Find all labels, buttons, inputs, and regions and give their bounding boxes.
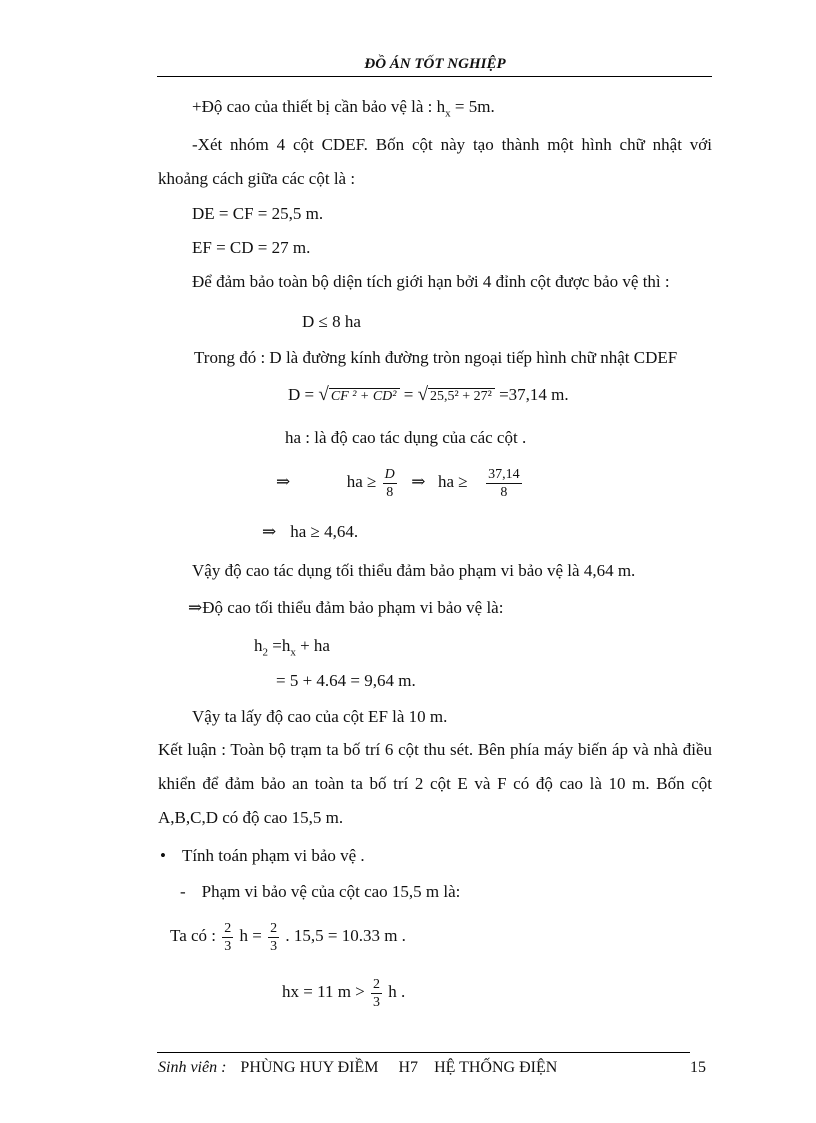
fraction-2-3-a: $\frac{2}{3}$: [224, 920, 232, 954]
implies-arrow: ⇒: [262, 522, 277, 541]
min-height-protect-line: ⇒Độ cao tối thiểu đảm bảo phạm vi bảo vệ là:: [188, 598, 504, 617]
where-line: Trong đó : D là đường kính đường tròn ngoại tiếp hình chữ nhật CDEF: [194, 348, 678, 367]
header-rule: [157, 76, 712, 77]
fraction-d-over-8: $\frac{D}{8}$: [384, 466, 395, 500]
page-number: 15: [690, 1059, 706, 1076]
fraction-3714-over-8: $\frac{37,14}{8}$: [488, 466, 520, 500]
implies-arrow: ⇒: [188, 598, 203, 617]
footer-department: HỆ THỐNG ĐIỆN: [434, 1059, 558, 1076]
conclusion-paragraph: Kết luận : Toàn bộ trạm ta bố trí 6 cột thu sét. Bên phía máy biến áp và nhà điều khiển để đảm bảo an toàn ta bố trí 2 cột E và F có độ cao là 10 m. Bốn cột A,B,C,D có độ cao 15,5 m.: [158, 740, 712, 827]
ha-result-line: ⇒ ha ≥ 4,64.: [262, 522, 359, 541]
fraction-2-3-c: $\frac{2}{3}$: [373, 976, 381, 1010]
condition-intro-line: Để đảm bảo toàn bộ diện tích giới hạn bởi 4 đỉnh cột được bảo vệ thì :: [192, 272, 670, 291]
h2-formula: $h_2 =h_x$ + ha: [254, 636, 330, 659]
device-height-line: +Độ cao của thiết bị cần bảo vệ là : $h_x = 5m$.: [192, 97, 495, 120]
bullet-icon: •: [160, 846, 166, 865]
implies-arrow: ⇒: [411, 472, 426, 491]
cdef-group-paragraph: -Xét nhóm 4 cột CDEF. Bốn cột này tạo thành một hình chữ nhật với khoảng cách giữa các cột là :: [158, 135, 712, 188]
bullet-item: • Tính toán phạm vi bảo vệ .: [160, 846, 365, 865]
ef-cd-line: EF = CD = 27 m.: [192, 238, 311, 257]
footer: [158, 1058, 557, 1078]
diameter-equation: D = √ CF ² + CD² = √ 25,5² + 27² =37,14 m.: [288, 384, 569, 406]
page-header-title: ĐỒ ÁN TỐT NGHIỆP: [364, 56, 506, 72]
condition-formula: D ≤ 8 ha: [302, 312, 361, 331]
fraction-2-3-b: $\frac{2}{3}$: [270, 920, 278, 954]
ef-height-line: Vậy ta lấy độ cao của cột EF là 10 m.: [192, 707, 448, 726]
taco-formula: Ta có : $\frac{2}{3}$ h = $\frac{2}{3}$ . 15,5 = 10.33 m .: [170, 920, 406, 954]
h2-sum-line: = 5 + 4.64 = 9,64 m.: [276, 671, 416, 690]
footer-label: Sinh viên :: [158, 1059, 227, 1076]
footer-student-name: PHÙNG HUY ĐIỀM: [240, 1059, 379, 1076]
ha-inequality-line: ⇒ ha ≥ $\frac{D}{8}$ ⇒ ha ≥ $\frac{37,14}{8}$: [276, 466, 520, 500]
sqrt-cf-cd: √ CF ² + CD²: [318, 385, 399, 407]
hx-formula: hx = 11 m > $\frac{2}{3}$ h .: [282, 976, 406, 1010]
footer-class: H7: [398, 1059, 419, 1076]
dash-item: - Phạm vi bảo vệ của cột cao 15,5 m là:: [180, 882, 461, 901]
footer-rule: [157, 1052, 690, 1053]
sqrt-numeric: √ 25,5² + 27²: [418, 385, 495, 407]
ha-definition-line: ha : là độ cao tác dụng của các cột .: [285, 428, 527, 447]
de-cf-line: DE = CF = 25,5 m.: [192, 204, 324, 223]
min-height-conclusion: Vậy độ cao tác dụng tối thiểu đảm bảo phạm vi bảo vệ là 4,64 m.: [192, 561, 636, 580]
implies-arrow: ⇒: [276, 472, 291, 491]
